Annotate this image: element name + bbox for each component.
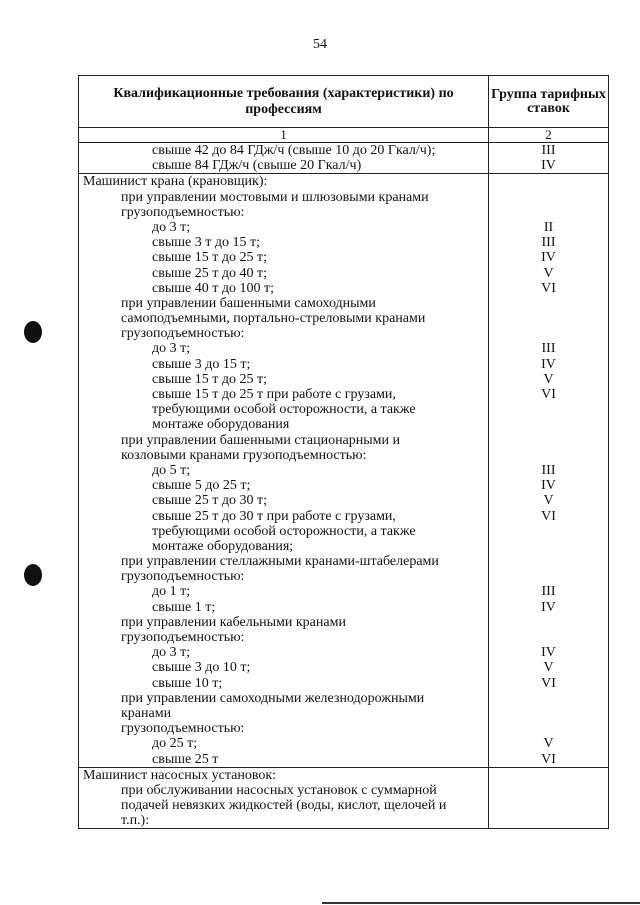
section-row — [79, 143, 609, 174]
header-tariff-group: Группа тарифных ставок — [489, 76, 609, 128]
group-cell — [489, 174, 609, 767]
header-requirements: Квалификационные требования (характеристики) по профессиям — [79, 76, 489, 128]
tariff-group-value: V — [543, 265, 554, 281]
requirement-line: при управлении башенными самоходными — [121, 295, 376, 311]
requirement-line: грузоподъемностью: — [121, 204, 245, 220]
requirement-line: свыше 25 т до 30 т при работе с грузами, — [152, 508, 396, 524]
qualification-table — [78, 75, 609, 829]
requirement-line: грузоподъемностью: — [121, 630, 245, 645]
requirement-line: грузоподъемностью: — [121, 721, 245, 737]
tariff-group-value: V — [543, 493, 554, 509]
requirement-line: при управлении самоходными железнодорожными — [121, 690, 425, 706]
requirement-line: свыше 25 т до 40 т; — [152, 265, 267, 281]
requirement-line: монтаже оборудования; — [152, 538, 294, 554]
tariff-group-value — [489, 554, 608, 569]
tariff-group-value — [489, 311, 608, 326]
tariff-group-value: IV — [541, 478, 556, 494]
punch-hole — [24, 321, 42, 343]
requirement-line: при управлении кабельными кранами — [121, 614, 346, 630]
tariff-group-value: V — [543, 371, 554, 387]
requirement-line: свыше 1 т; — [152, 599, 216, 615]
requirement-line: до 5 т; — [152, 462, 191, 478]
tariff-group-value: VI — [541, 508, 556, 524]
requirement-line: т.п.): — [121, 813, 150, 829]
tariff-group-value — [489, 190, 608, 205]
requirement-line: свыше 10 т; — [152, 675, 223, 691]
tariff-group-value — [489, 721, 608, 736]
tariff-group-value: III — [541, 143, 556, 158]
requirement-line: свыше 25 т до 30 т; — [152, 493, 267, 509]
requirement-line: свыше 40 т до 100 т; — [152, 280, 274, 296]
requirement-line: при управлении стеллажными кранами-штабелерами — [121, 554, 439, 570]
requirement-line: при управлении башенными стационарными и — [121, 432, 401, 448]
requirements-cell — [79, 174, 489, 767]
requirement-line: свыше 25 т — [152, 751, 219, 767]
tariff-group-value — [489, 433, 608, 448]
requirement-line: Машинист насосных установок: — [83, 767, 277, 783]
group-cell — [489, 767, 609, 829]
requirement-line: свыше 42 до 84 ГДж/ч (свыше 10 до 20 Гкал/ч); — [152, 143, 436, 158]
requirement-line: козловыми кранами грузоподъемностью: — [121, 447, 367, 463]
tariff-group-value: III — [541, 584, 556, 600]
requirement-line: требующими особой осторожности, а также — [152, 523, 416, 539]
section-row — [79, 174, 609, 767]
requirement-line: монтаже оборудования — [152, 417, 290, 433]
requirement-line: грузоподъемностью: — [121, 326, 245, 342]
tariff-group-value: IV — [541, 356, 556, 372]
page-number: 54 — [313, 37, 327, 52]
column-number-1: 1 — [79, 128, 489, 143]
tariff-group-value — [489, 768, 608, 783]
requirement-line: свыше 15 т до 25 т при работе с грузами, — [152, 387, 396, 402]
requirement-line: Машинист крана (крановщик): — [83, 174, 268, 190]
tariff-group-value: V — [543, 736, 554, 752]
requirements-cell — [79, 143, 489, 174]
tariff-group-value — [489, 296, 608, 311]
tariff-group-value: VI — [541, 280, 556, 296]
tariff-group-value: III — [541, 235, 556, 251]
requirement-line: свыше 3 т до 15 т; — [152, 235, 260, 251]
tariff-group-value: III — [541, 462, 556, 478]
tariff-group-value — [489, 326, 608, 341]
tariff-group-value — [489, 417, 608, 432]
tariff-group-value: IV — [541, 645, 556, 661]
tariff-group-value — [489, 402, 608, 417]
requirement-line: свыше 84 ГДж/ч (свыше 20 Гкал/ч) — [152, 158, 362, 174]
tariff-group-value — [489, 798, 608, 813]
tariff-group-value: IV — [541, 599, 556, 615]
requirement-line: при управлении мостовыми и шлюзовыми кранами — [121, 189, 429, 205]
requirement-line: кранами — [121, 705, 172, 721]
tariff-group-value — [489, 448, 608, 463]
table-body — [79, 143, 609, 829]
tariff-group-value — [489, 630, 608, 645]
tariff-group-value: IV — [541, 158, 556, 174]
tariff-group-value — [489, 174, 608, 189]
tariff-group-value — [489, 524, 608, 539]
requirement-line: самоподъемными, портально-стреловыми кранами — [121, 311, 426, 327]
tariff-group-value — [489, 783, 608, 798]
requirement-line: грузоподъемностью: — [121, 569, 245, 585]
tariff-group-value: VI — [541, 675, 556, 691]
table-header-row — [79, 76, 609, 128]
column-number-row — [79, 128, 609, 143]
tariff-group-value — [489, 615, 608, 630]
requirement-line: до 25 т; — [152, 736, 198, 752]
tariff-group-value — [489, 205, 608, 220]
requirement-line: свыше 15 т до 25 т; — [152, 371, 267, 387]
tariff-group-value: III — [541, 341, 556, 357]
tariff-group-value — [489, 706, 608, 721]
tariff-group-value: V — [543, 660, 554, 676]
requirement-line: до 3 т; — [152, 341, 191, 357]
tariff-group-value — [489, 569, 608, 584]
column-number-2: 2 — [489, 128, 609, 143]
scan-edge-line — [322, 902, 640, 904]
tariff-group-value: IV — [541, 250, 556, 266]
tariff-group-value: VI — [541, 387, 556, 402]
requirement-line: свыше 3 до 15 т; — [152, 356, 251, 372]
punch-hole — [24, 564, 42, 586]
section-row — [79, 767, 609, 829]
group-cell — [489, 143, 609, 174]
requirement-line: требующими особой осторожности, а также — [152, 402, 416, 418]
tariff-group-value — [489, 539, 608, 554]
tariff-group-value: II — [543, 219, 554, 235]
requirement-line: до 3 т; — [152, 219, 191, 235]
requirement-line: свыше 3 до 10 т; — [152, 660, 251, 676]
requirements-cell — [79, 767, 489, 829]
tariff-group-value — [489, 813, 608, 828]
requirement-line: свыше 5 до 25 т; — [152, 478, 251, 494]
tariff-group-value: VI — [541, 751, 556, 767]
requirement-line: до 3 т; — [152, 645, 191, 661]
requirement-line: до 1 т; — [152, 584, 191, 600]
requirement-line: подачей невязких жидкостей (воды, кислот, щелочей и — [121, 798, 447, 814]
requirement-line: при обслуживании насосных установок с суммарной — [121, 782, 437, 798]
requirement-line: свыше 15 т до 25 т; — [152, 250, 267, 266]
tariff-group-value — [489, 691, 608, 706]
